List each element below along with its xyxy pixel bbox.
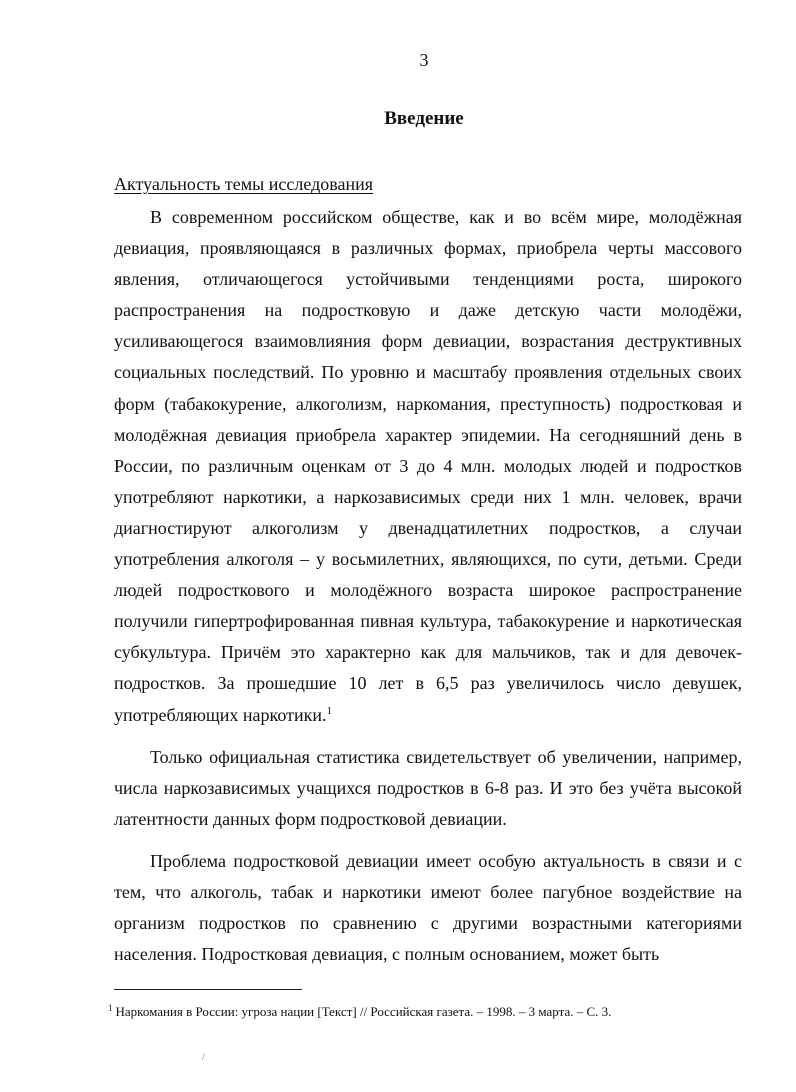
scan-artifact: /	[202, 1052, 205, 1063]
section-heading: Актуальность темы исследования	[114, 174, 374, 194]
page-title: Введение	[384, 108, 464, 129]
page-number: 3	[419, 50, 429, 70]
paragraph-1-text: В современном российском обществе, как и во всём мире, молодёжная девиация, проявляющаяся в различных формах, приобрела черты массового явления, отличающегося устойчивыми тенденциями роста, широкого распространения на подростковую и даже детскую части молодёжи, усиливающегося взаимовлияния форм девиации, возрастания деструктивных социальных последствий. По уровню и масштабу проявления отдельных своих форм (табакокурение, алкоголизм, наркомания, преступность) подростковая и молодёжная девиация приобрела характер эпидемии. На сегодняшний день в России, по различным оценкам от 3 до 4 млн. молодых людей и подростков употребляют наркотики, а наркозависимых среди них 1 млн. человек, врачи диагностируют алкоголизм у двенадцатилетних подростков, а случаи употребления алкоголя – у восьмилетних, являющихся, по сути, детьми. Среди людей подросткового и молодёжного возраста широкое распространение получили гипертрофированная пивная культура, табакокурение и наркотическая субкультура. Причём это характерно как для мальчиков, так и для девочек-подростков. За прошедшие 10 лет в 6,5 раз увеличилось число девушек, употребляющих наркотики.	[114, 207, 742, 725]
footnote-reference[interactable]: 1	[326, 704, 332, 717]
paragraph-1	[114, 202, 742, 731]
footnote-text: Наркомания в России: угроза нации [Текст] // Российская газета. – 1998. – 3 марта. – С. 3.	[115, 1004, 612, 1019]
paragraph-3: Проблема подростковой девиации имеет особую актуальность в связи и с тем, что алкоголь, табак и наркотики имеют более пагубное воздействие на организм подростков по сравнению с другими возрастными категориями населения. Подростковая девиация, с полным основанием, может быть	[114, 850, 742, 965]
paragraph-2: Только официальная статистика свидетельствует об увеличении, например, числа наркозависимых учащихся подростков в 6-8 раз. И это без учёта высокой латентности данных форм подростковой девиации.	[114, 746, 742, 829]
footnote	[108, 1004, 611, 1020]
footnote-divider	[114, 989, 302, 990]
footnote-marker: 1	[108, 1002, 113, 1013]
body-text	[114, 202, 742, 970]
